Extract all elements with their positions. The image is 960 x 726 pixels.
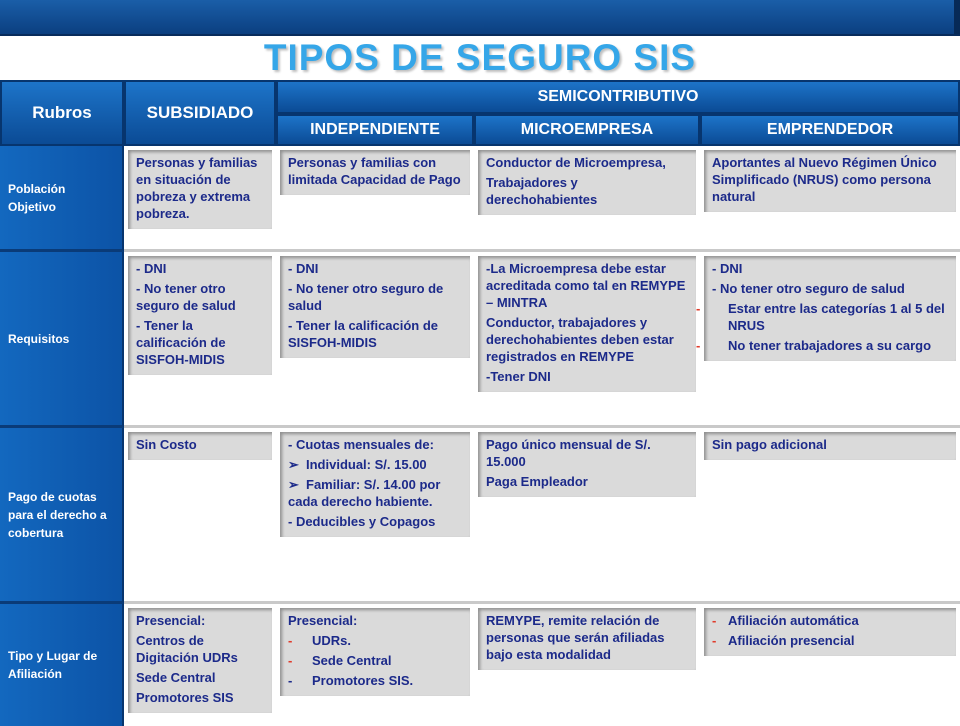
cell-microempresa (478, 150, 696, 215)
page-title: TIPOS DE SEGURO SIS (263, 37, 697, 78)
cell-independiente (280, 432, 470, 537)
cell-microempresa (478, 432, 696, 497)
dash-bullet-icon: - (288, 653, 293, 668)
arrow-bullet-icon: ➢ (288, 457, 299, 472)
bullet-item: - Promotores SIS. (288, 673, 414, 688)
cell-text: -Tener DNI (486, 369, 551, 384)
table-row (0, 146, 960, 252)
cell-text: - Deducibles y Copagos (288, 514, 436, 529)
cell-text: - No tener otro seguro de salud (288, 281, 444, 313)
header-subsidiado: SUBSIDIADO (124, 80, 276, 146)
cell-text: REMYPE, remite relación de personas que serán afiliadas bajo esta modalidad (486, 613, 665, 662)
cell-subsidiado (128, 432, 272, 460)
header-semicontributivo: SEMICONTRIBUTIVO (276, 80, 960, 114)
cell-text: Centros de Digitación UDRs (136, 633, 238, 665)
row-label-pago: Pago de cuotas para el derecho a cobertura (0, 428, 124, 604)
dash-bullet-icon: - (696, 301, 701, 316)
cell-text: Personas y familias con limitada Capacidad de Pago (288, 155, 461, 187)
header-microempresa: MICROEMPRESA (474, 114, 700, 146)
sis-insurance-table (0, 80, 960, 726)
header-emprendedor: EMPRENDEDOR (700, 114, 960, 146)
header-independiente: INDEPENDIENTE (276, 114, 474, 146)
cell-text: - DNI (136, 261, 167, 276)
dash-bullet-icon: - (288, 633, 293, 648)
cell-text: Presencial: (288, 613, 358, 628)
table-row (0, 604, 960, 726)
bullet-item: - UDRs. (288, 633, 352, 648)
cell-emprendedor (704, 150, 956, 212)
cell-text: Conductor, trabajadores y derechohabientes deben estar registrados en REMYPE (486, 315, 674, 364)
cell-independiente (280, 608, 470, 696)
bullet-item: - Afiliación presencial (712, 633, 855, 648)
cell-emprendedor (704, 432, 956, 460)
cell-subsidiado (128, 150, 272, 229)
cell-text: -La Microempresa debe estar acreditada como tal en REMYPE – MINTRA (486, 261, 686, 310)
cell-text: - DNI (712, 261, 743, 276)
top-banner (0, 0, 960, 36)
cell-text: Sin Costo (136, 437, 197, 452)
bullet-item: - No tener trabajadores a su cargo (696, 338, 932, 353)
dash-bullet-icon: - (288, 673, 293, 688)
cell-subsidiado (128, 608, 272, 713)
row-label-afiliacion: Tipo y Lugar de Afiliación (0, 604, 124, 726)
row-label-poblacion: Población Objetivo (0, 146, 124, 252)
cell-text: Promotores SIS (136, 690, 234, 705)
cell-microempresa (478, 608, 696, 670)
table-row (0, 252, 960, 428)
dash-bullet-icon: - (712, 613, 717, 628)
bullet-item: - Afiliación automática (712, 613, 859, 628)
bullet-item: ➢ Individual: S/. 15.00 (288, 457, 427, 472)
arrow-bullet-icon: ➢ (288, 477, 299, 492)
cell-text: Paga Empleador (486, 474, 588, 489)
dash-bullet-icon: - (696, 338, 701, 353)
dash-bullet-icon: - (712, 633, 717, 648)
cell-microempresa (478, 256, 696, 392)
cell-subsidiado (128, 256, 272, 375)
bullet-item: ➢ Familiar: S/. 14.00 por cada derecho habiente. (288, 477, 441, 509)
cell-text: - Tener la calificación de SISFOH-MIDIS (288, 318, 439, 350)
cell-text: Presencial: (136, 613, 206, 628)
cell-independiente (280, 256, 470, 358)
row-label-requisitos: Requisitos (0, 252, 124, 428)
cell-text: Personas y familias en situación de pobreza y extrema pobreza. (136, 155, 258, 221)
cell-text: - Cuotas mensuales de: (288, 437, 434, 452)
cell-text: - No tener otro seguro de salud (712, 281, 905, 296)
cell-text: - DNI (288, 261, 319, 276)
cell-text: - Tener la calificación de SISFOH-MIDIS (136, 318, 226, 367)
cell-text: Pago único mensual de S/. 15.000 (486, 437, 651, 469)
cell-emprendedor (704, 608, 956, 656)
cell-text: - No tener otro seguro de salud (136, 281, 236, 313)
cell-emprendedor (696, 256, 956, 361)
table-row (0, 428, 960, 604)
cell-text: Sin pago adicional (712, 437, 827, 452)
cell-text: Conductor de Microempresa, (486, 155, 666, 170)
cell-text: Aportantes al Nuevo Régimen Único Simplificado (NRUS) como persona natural (712, 155, 937, 204)
header-rubros: Rubros (0, 80, 124, 146)
cell-text: Sede Central (136, 670, 216, 685)
bullet-item: - Estar entre las categorías 1 al 5 del NRUS (696, 301, 945, 333)
cell-independiente (280, 150, 470, 195)
cell-text: Trabajadores y derechohabientes (486, 175, 598, 207)
bullet-item: - Sede Central (288, 653, 392, 668)
